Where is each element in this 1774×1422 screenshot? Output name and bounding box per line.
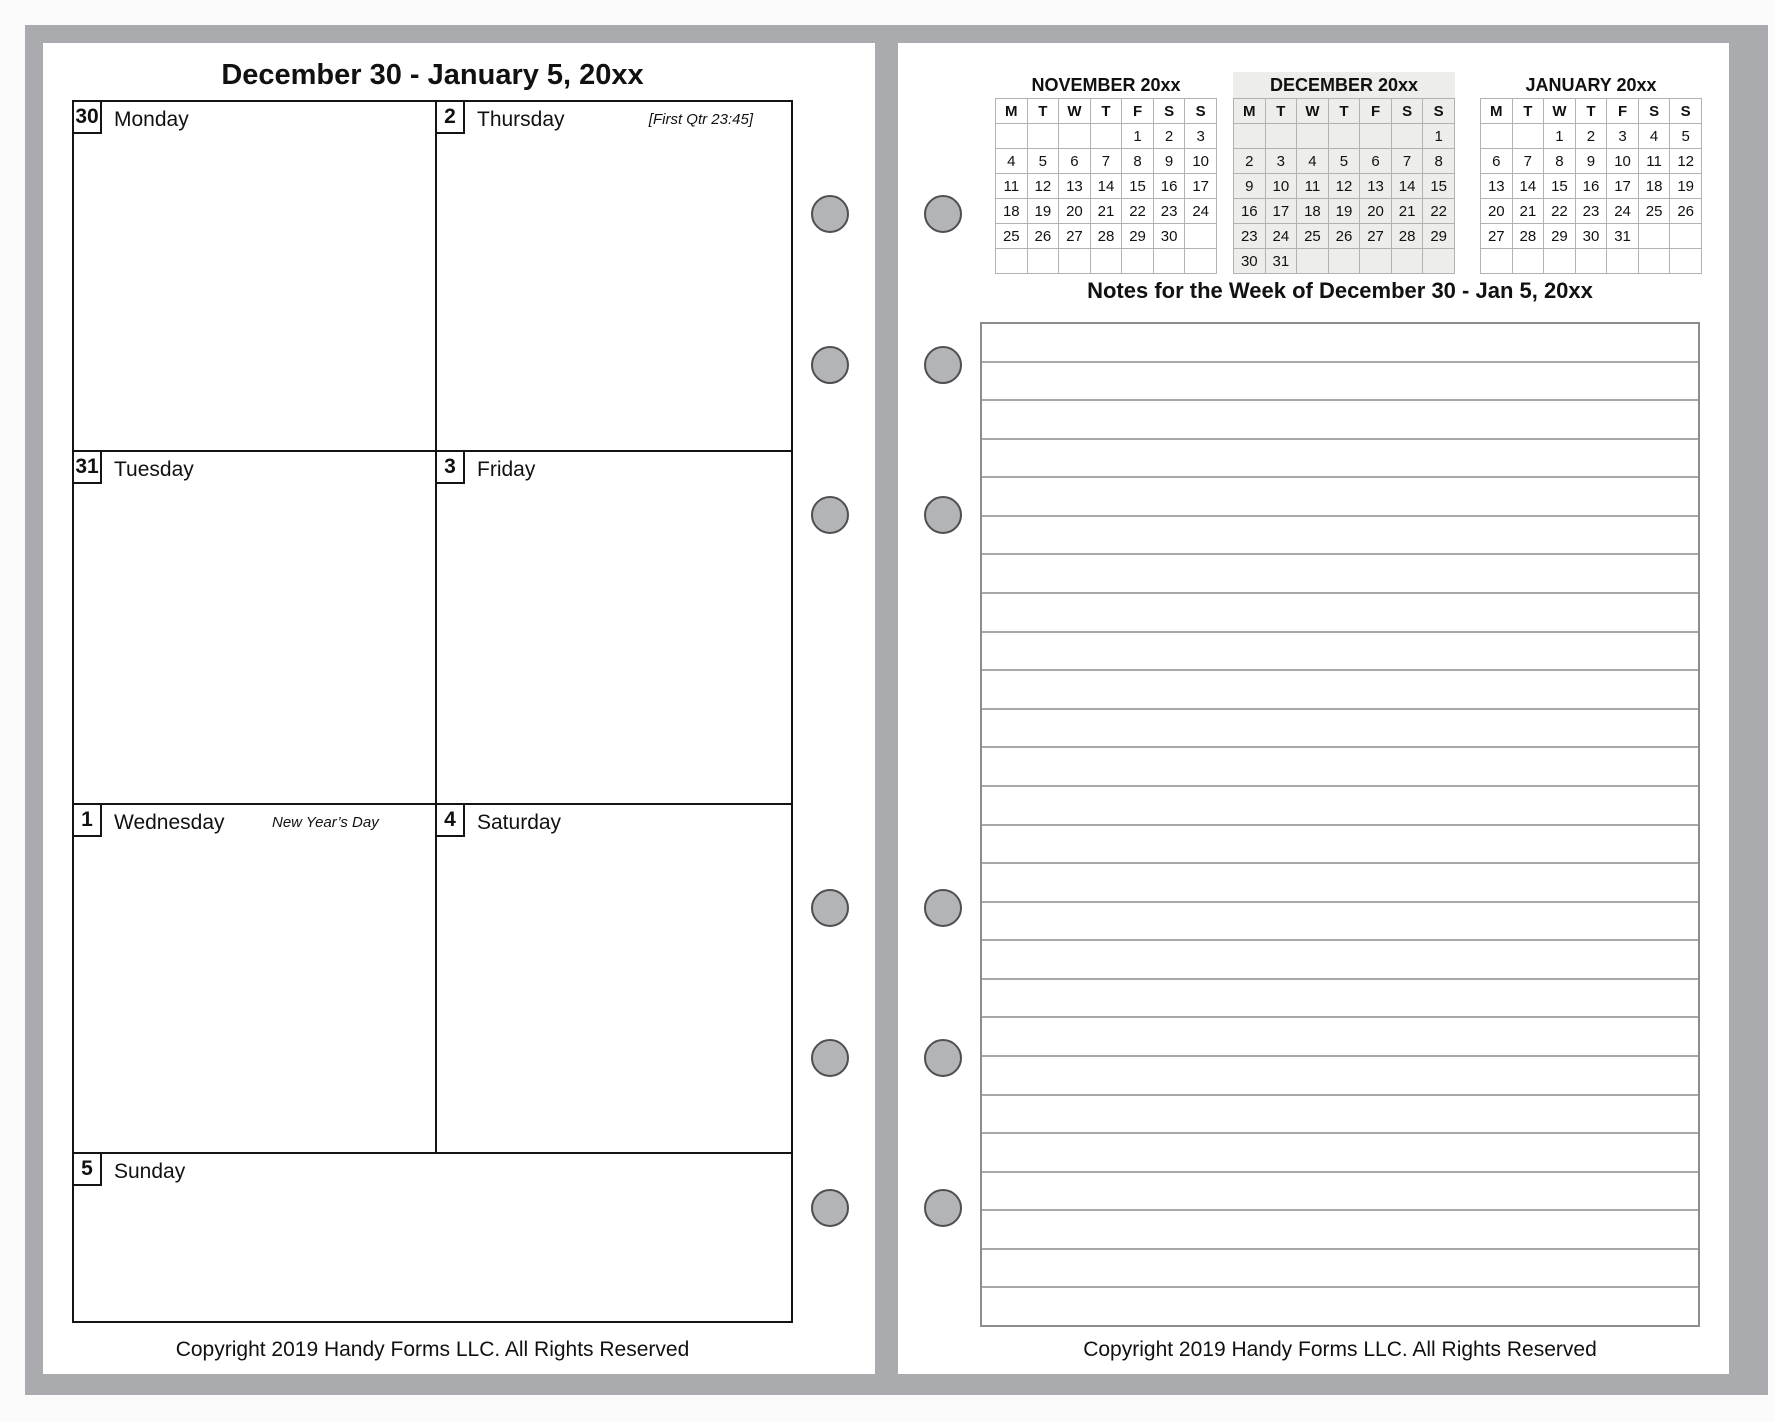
weekday-header-cell: S — [1391, 99, 1423, 124]
date-cell: 6 — [1059, 149, 1091, 174]
day-cell-monday — [74, 102, 437, 452]
notes-title: Notes for the Week of December 30 - Jan 5, 20xx — [1087, 278, 1593, 303]
date-box: 1 — [72, 803, 102, 837]
binder-hole — [811, 1189, 849, 1227]
moon-phase-note: [First Qtr 23:45] — [648, 111, 753, 128]
date-cell — [1297, 249, 1329, 274]
date-cell: 4 — [996, 149, 1028, 174]
mini-calendar-january — [1480, 72, 1702, 274]
weekday-header-cell: T — [1328, 99, 1360, 124]
date-box: 3 — [435, 450, 465, 484]
copyright-left: Copyright 2019 Handy Forms LLC. All Rights Reserved — [175, 1338, 690, 1361]
weekday-header-cell: T — [1090, 99, 1122, 124]
date-cell: 26 — [1328, 224, 1360, 249]
date-cell: 16 — [1575, 174, 1607, 199]
date-cell — [1607, 249, 1639, 274]
weekday-header-cell: S — [1185, 99, 1217, 124]
date-cell: 22 — [1544, 199, 1576, 224]
date-cell — [1360, 124, 1392, 149]
binder-hole — [811, 1039, 849, 1077]
date-cell: 29 — [1122, 224, 1154, 249]
mini-calendar-table — [1233, 98, 1455, 274]
date-cell: 24 — [1265, 224, 1297, 249]
date-cell: 28 — [1391, 224, 1423, 249]
note-line — [982, 903, 1698, 942]
mini-calendar-november — [995, 72, 1217, 274]
date-cell: 2 — [1234, 149, 1266, 174]
date-cell: 7 — [1391, 149, 1423, 174]
date-cell: 24 — [1607, 199, 1639, 224]
date-box: 5 — [72, 1152, 102, 1186]
date-cell: 26 — [1670, 199, 1702, 224]
date-box: 2 — [435, 100, 465, 134]
date-cell: 11 — [1638, 149, 1670, 174]
day-name: Monday — [114, 108, 189, 131]
binder-hole — [924, 889, 962, 927]
date-cell: 8 — [1122, 149, 1154, 174]
day-name: Wednesday — [114, 811, 225, 834]
day-cell-friday — [437, 452, 791, 805]
note-line — [982, 671, 1698, 710]
note-line — [982, 401, 1698, 440]
date-cell: 14 — [1391, 174, 1423, 199]
date-cell: 6 — [1481, 149, 1513, 174]
weekday-header-cell: W — [1297, 99, 1329, 124]
date-cell: 2 — [1153, 124, 1185, 149]
date-box: 31 — [72, 450, 102, 484]
date-cell: 19 — [1328, 199, 1360, 224]
date-cell: 5 — [1328, 149, 1360, 174]
date-cell: 27 — [1360, 224, 1392, 249]
weekday-header-cell: W — [1059, 99, 1091, 124]
note-line — [982, 1057, 1698, 1096]
date-cell: 28 — [1090, 224, 1122, 249]
weekday-header-cell: F — [1122, 99, 1154, 124]
date-cell — [1391, 124, 1423, 149]
date-cell: 19 — [1027, 199, 1059, 224]
note-line — [982, 710, 1698, 749]
note-line — [982, 517, 1698, 556]
date-cell — [1328, 124, 1360, 149]
weekday-header-cell: T — [1265, 99, 1297, 124]
date-cell — [1234, 124, 1266, 149]
binder-hole — [811, 195, 849, 233]
date-cell: 22 — [1122, 199, 1154, 224]
note-line — [982, 748, 1698, 787]
date-cell — [1027, 249, 1059, 274]
date-cell: 9 — [1234, 174, 1266, 199]
date-cell: 27 — [1481, 224, 1513, 249]
mini-calendar-title: JANUARY 20xx — [1525, 75, 1657, 95]
binder-hole — [924, 496, 962, 534]
date-cell: 9 — [1153, 149, 1185, 174]
note-line — [982, 1288, 1698, 1325]
note-line — [982, 478, 1698, 517]
date-cell — [1059, 249, 1091, 274]
date-cell: 14 — [1512, 174, 1544, 199]
binder-hole — [811, 496, 849, 534]
date-cell — [996, 124, 1028, 149]
date-cell: 29 — [1544, 224, 1576, 249]
date-cell: 13 — [1360, 174, 1392, 199]
copyright-right: Copyright 2019 Handy Forms LLC. All Rights Reserved — [1083, 1338, 1597, 1361]
weekday-header-cell: F — [1360, 99, 1392, 124]
date-cell: 9 — [1575, 149, 1607, 174]
date-cell: 17 — [1185, 174, 1217, 199]
note-line — [982, 787, 1698, 826]
binder-hole — [811, 889, 849, 927]
date-cell: 5 — [1027, 149, 1059, 174]
date-cell: 12 — [1328, 174, 1360, 199]
date-cell — [1122, 249, 1154, 274]
date-cell: 25 — [1638, 199, 1670, 224]
date-cell: 30 — [1234, 249, 1266, 274]
day-name: Sunday — [114, 1160, 186, 1183]
date-cell — [1512, 124, 1544, 149]
date-cell: 27 — [1059, 224, 1091, 249]
date-cell: 13 — [1059, 174, 1091, 199]
weekday-header-cell: M — [1234, 99, 1266, 124]
date-cell: 3 — [1607, 124, 1639, 149]
date-cell: 16 — [1234, 199, 1266, 224]
date-cell: 5 — [1670, 124, 1702, 149]
mini-calendar-december — [1233, 72, 1455, 274]
date-cell — [1575, 249, 1607, 274]
date-cell: 31 — [1265, 249, 1297, 274]
date-cell — [1423, 249, 1455, 274]
note-line — [982, 1173, 1698, 1212]
date-cell — [1638, 224, 1670, 249]
note-line — [982, 633, 1698, 672]
date-cell: 30 — [1575, 224, 1607, 249]
week-grid — [72, 100, 793, 1323]
weekday-header-cell: S — [1423, 99, 1455, 124]
date-cell — [1638, 249, 1670, 274]
date-box: 30 — [72, 100, 102, 134]
note-line — [982, 440, 1698, 479]
date-cell: 21 — [1090, 199, 1122, 224]
date-cell — [1360, 249, 1392, 274]
date-cell: 12 — [1670, 149, 1702, 174]
date-cell: 10 — [1185, 149, 1217, 174]
date-cell: 23 — [1234, 224, 1266, 249]
date-cell: 17 — [1265, 199, 1297, 224]
date-cell: 31 — [1607, 224, 1639, 249]
date-cell: 4 — [1638, 124, 1670, 149]
notes-page — [898, 43, 1729, 1374]
date-cell: 10 — [1607, 149, 1639, 174]
date-cell: 23 — [1575, 199, 1607, 224]
date-cell — [1297, 124, 1329, 149]
date-cell: 21 — [1391, 199, 1423, 224]
note-line — [982, 980, 1698, 1019]
date-cell: 28 — [1512, 224, 1544, 249]
date-cell: 3 — [1185, 124, 1217, 149]
date-cell: 10 — [1265, 174, 1297, 199]
date-cell: 19 — [1670, 174, 1702, 199]
mini-calendar-title: NOVEMBER 20xx — [1031, 75, 1181, 95]
date-cell: 15 — [1544, 174, 1576, 199]
day-cell-tuesday — [74, 452, 437, 805]
mini-calendar-table — [1480, 98, 1702, 274]
date-cell: 24 — [1185, 199, 1217, 224]
date-cell — [1544, 249, 1576, 274]
date-cell — [1153, 249, 1185, 274]
date-cell: 8 — [1423, 149, 1455, 174]
weekday-header-cell: W — [1544, 99, 1576, 124]
date-cell: 22 — [1423, 199, 1455, 224]
date-cell: 1 — [1122, 124, 1154, 149]
note-line — [982, 363, 1698, 402]
date-cell: 14 — [1090, 174, 1122, 199]
date-cell: 18 — [1297, 199, 1329, 224]
note-line — [982, 1250, 1698, 1289]
date-cell: 21 — [1512, 199, 1544, 224]
date-cell — [1059, 124, 1091, 149]
binder-hole — [924, 1189, 962, 1227]
day-cell-saturday — [437, 805, 791, 1154]
note-line — [982, 864, 1698, 903]
date-cell — [1090, 249, 1122, 274]
note-line — [982, 324, 1698, 363]
date-box: 4 — [435, 803, 465, 837]
note-line — [982, 1211, 1698, 1250]
date-cell: 7 — [1512, 149, 1544, 174]
weekday-header-cell: M — [1481, 99, 1513, 124]
binder-hole — [924, 195, 962, 233]
date-cell: 1 — [1544, 124, 1576, 149]
date-cell — [1670, 224, 1702, 249]
mini-calendar-title: DECEMBER 20xx — [1269, 75, 1419, 95]
note-line — [982, 594, 1698, 633]
date-cell: 2 — [1575, 124, 1607, 149]
holiday-note: New Year’s Day — [272, 814, 379, 831]
binder-hole — [924, 1039, 962, 1077]
date-cell — [1328, 249, 1360, 274]
date-cell: 18 — [1638, 174, 1670, 199]
note-line — [982, 1134, 1698, 1173]
weekday-header-cell: S — [1670, 99, 1702, 124]
binder-hole — [811, 346, 849, 384]
day-name: Saturday — [477, 811, 562, 834]
date-cell: 4 — [1297, 149, 1329, 174]
date-cell — [1481, 249, 1513, 274]
date-cell: 12 — [1027, 174, 1059, 199]
date-cell: 13 — [1481, 174, 1513, 199]
date-cell: 18 — [996, 199, 1028, 224]
date-cell: 25 — [1297, 224, 1329, 249]
day-cell-sunday — [74, 1154, 791, 1321]
date-cell: 17 — [1607, 174, 1639, 199]
weekday-header-cell: T — [1575, 99, 1607, 124]
date-cell: 3 — [1265, 149, 1297, 174]
date-cell — [1185, 224, 1217, 249]
date-cell: 26 — [1027, 224, 1059, 249]
date-cell: 15 — [1122, 174, 1154, 199]
date-cell — [1670, 249, 1702, 274]
day-cell-wednesday — [74, 805, 437, 1154]
date-cell: 6 — [1360, 149, 1392, 174]
day-name: Tuesday — [114, 458, 194, 481]
weekday-header-cell: T — [1027, 99, 1059, 124]
date-cell: 25 — [996, 224, 1028, 249]
date-cell: 11 — [1297, 174, 1329, 199]
weekday-header-cell: T — [1512, 99, 1544, 124]
note-line — [982, 555, 1698, 594]
date-cell: 30 — [1153, 224, 1185, 249]
date-cell — [1481, 124, 1513, 149]
weekday-header-cell: M — [996, 99, 1028, 124]
date-cell: 20 — [1059, 199, 1091, 224]
date-cell — [1391, 249, 1423, 274]
date-cell: 23 — [1153, 199, 1185, 224]
weekly-page — [43, 43, 875, 1374]
weekday-header-cell: S — [1638, 99, 1670, 124]
date-cell — [1027, 124, 1059, 149]
day-name: Thursday — [477, 108, 565, 131]
week-title: December 30 - January 5, 20xx — [221, 59, 644, 91]
date-cell — [1265, 124, 1297, 149]
mini-calendar-table — [995, 98, 1217, 274]
notes-ruled-area — [980, 322, 1700, 1327]
binder-hole — [924, 346, 962, 384]
date-cell — [1512, 249, 1544, 274]
date-cell — [996, 249, 1028, 274]
note-line — [982, 826, 1698, 865]
date-cell: 7 — [1090, 149, 1122, 174]
day-name: Friday — [477, 458, 536, 481]
date-cell: 8 — [1544, 149, 1576, 174]
note-line — [982, 1018, 1698, 1057]
date-cell: 11 — [996, 174, 1028, 199]
note-line — [982, 1096, 1698, 1135]
weekday-header-cell: S — [1153, 99, 1185, 124]
note-line — [982, 941, 1698, 980]
date-cell — [1090, 124, 1122, 149]
date-cell: 29 — [1423, 224, 1455, 249]
date-cell: 1 — [1423, 124, 1455, 149]
date-cell: 16 — [1153, 174, 1185, 199]
date-cell: 20 — [1360, 199, 1392, 224]
date-cell: 20 — [1481, 199, 1513, 224]
date-cell: 15 — [1423, 174, 1455, 199]
date-cell — [1185, 249, 1217, 274]
weekday-header-cell: F — [1607, 99, 1639, 124]
day-cell-thursday — [437, 102, 791, 452]
